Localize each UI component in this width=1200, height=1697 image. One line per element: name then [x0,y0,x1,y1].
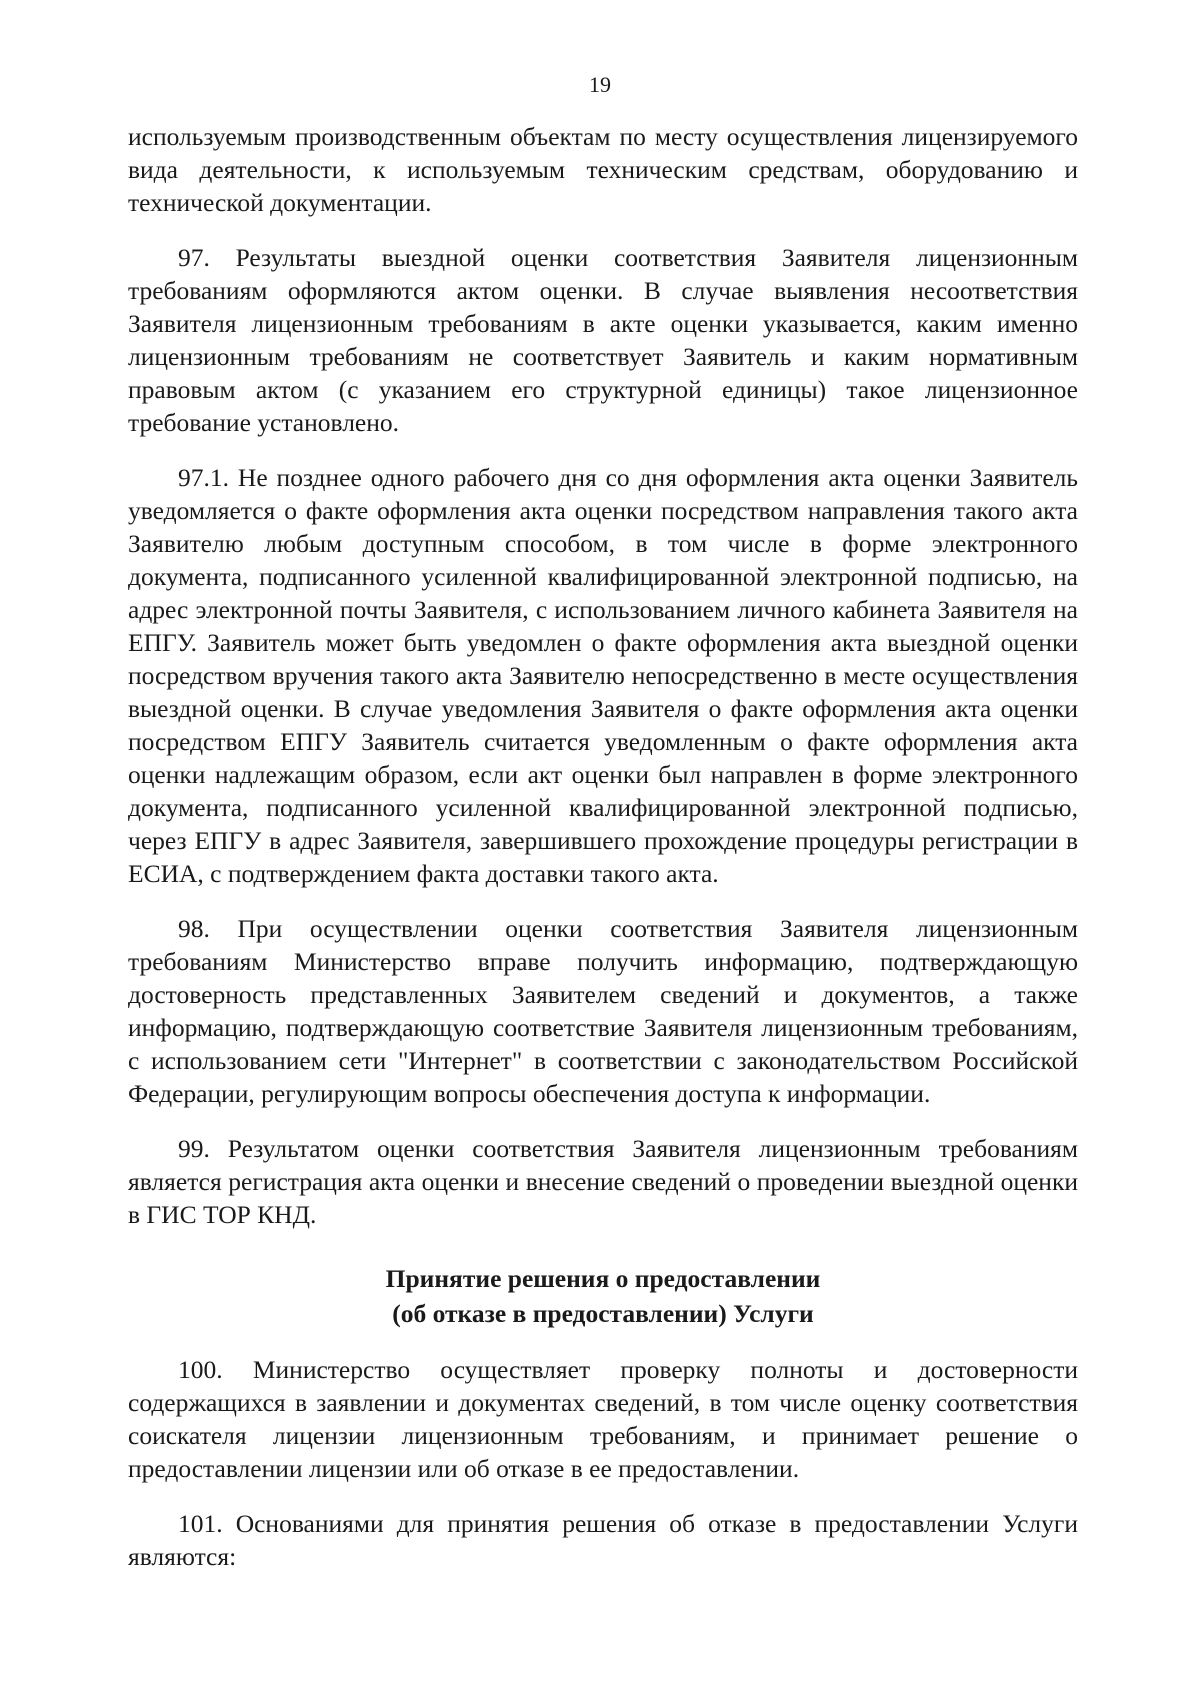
page-number: 19 [589,72,611,97]
paragraph-101: 101. Основаниями для принятия решения об отказе в предоставлении Услуги являются: [128,1509,1078,1571]
paragraph-97-1: 97.1. Не позднее одного рабочего дня со дня оформления акта оценки Заявитель уведомляется о факте оформления акта оценки посредством направления такого акта Заявителю любым доступным способом, в том числе в форме электронного документа, подписанного усиленной квалифицированной электронной подписью, на адрес электронной почты Заявителя, с использованием личного кабинета Заявителя на ЕПГУ. Заявитель может быть уведомлен о факте оформления акта выездной оценки посредством вручения такого акта Заявителю непосредственно в месте осуществления выездной оценки. В случае уведомления Заявителя о факте оформления акта оценки посредством ЕПГУ Заявитель считается уведомленным о факте оформления акта оценки надлежащим образом, если акт оценки был направлен в форме электронного документа, подписанного усиленной квалифицированной электронной подписью, через ЕПГУ в адрес Заявителя, завершившего прохождение процедуры регистрации в ЕСИА, с подтверждением факта доставки такого акта. [128,463,1078,888]
paragraph-99: 99. Результатом оценки соответствия Заявителя лицензионным требованиям является регистрация акта оценки и внесение сведений о проведении выездной оценки в ГИС ТОР КНД. [128,1134,1078,1229]
paragraph-97: 97. Результаты выездной оценки соответствия Заявителя лицензионным требованиям оформляются актом оценки. В случае выявления несоответствия Заявителя лицензионным требованиям в акте оценки указывается, каким именно лицензионным требованиям не соответствует Заявитель и каким нормативным правовым актом (с указанием его структурной единицы) такое лицензионное требование установлено. [128,243,1078,437]
paragraph-98: 98. При осуществлении оценки соответствия Заявителя лицензионным требованиям Министерство вправе получить информацию, подтверждающую достоверность представленных Заявителем сведений и документов, а также информацию, подтверждающую соответствие Заявителя лицензионным требованиям, с использованием сети "Интернет" в соответствии с законодательством Российской Федерации, регулирующим вопросы обеспечения доступа к информации. [128,914,1078,1108]
paragraph-100: 100. Министерство осуществляет проверку полноты и достоверности содержащихся в заявлении и документах сведений, в том числе оценку соответствия соискателя лицензии лицензионным требованиям, и принимает решение о предоставлении лицензии или об отказе в ее предоставлении. [128,1355,1078,1483]
paragraph-continuation: используемым производственным объектам по месту осуществления лицензируемого вида деятельности, к используемым техническим средствам, оборудованию и технической документации. [128,122,1078,217]
document-body [128,120,1078,1595]
section-heading-line-2: (об отказе в предоставлении) Услуги [392,1299,814,1328]
section-heading [128,1261,1078,1331]
section-heading-line-1: Принятие решения о предоставлении [385,1264,821,1293]
